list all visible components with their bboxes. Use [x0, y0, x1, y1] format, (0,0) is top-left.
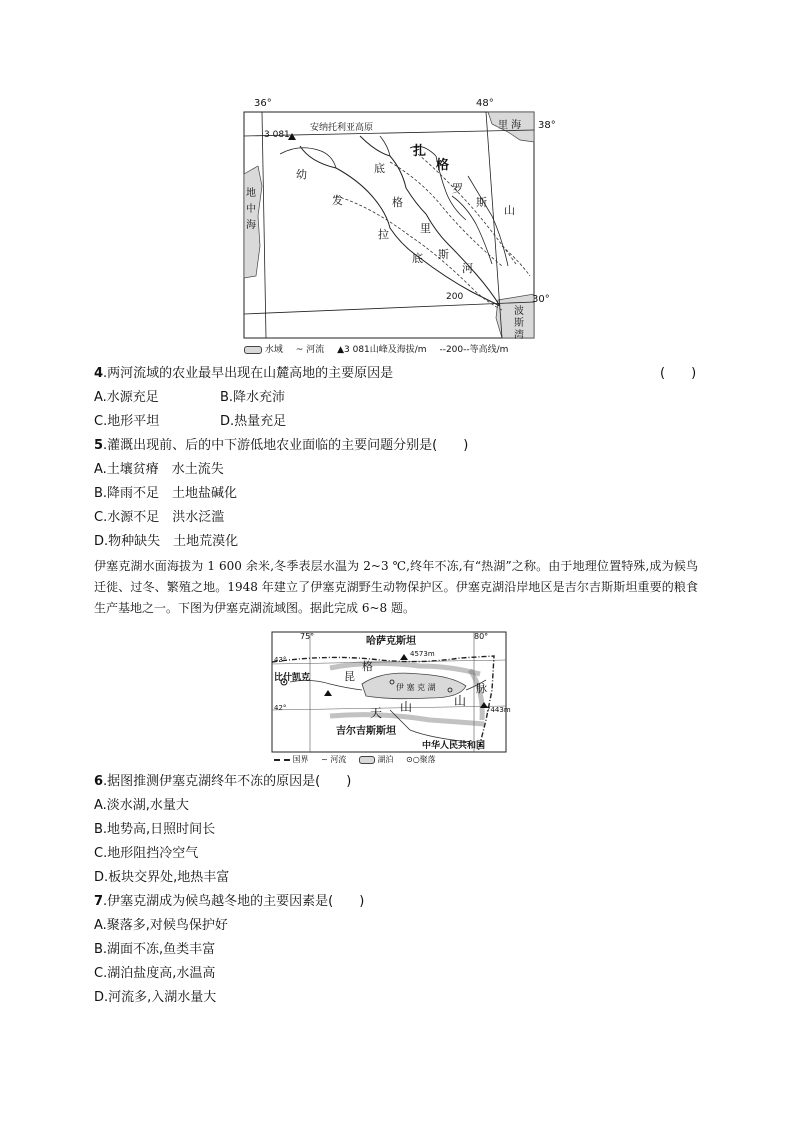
legend-water-label: 水域: [264, 345, 283, 355]
q5-option-a: A.土壤贫瘠 水土流失: [94, 462, 224, 477]
tigris-2: 格: [392, 196, 403, 209]
china-label: 中华人民共和国: [422, 741, 486, 751]
contour-label: 200: [446, 292, 464, 302]
question-6: [94, 774, 351, 790]
legend-river-icon: ~: [295, 345, 304, 355]
q4-option-d: D.热量充足: [220, 414, 287, 429]
zagros-5: 山: [504, 204, 515, 217]
question-4: [94, 366, 393, 382]
tianshan-2: 山: [400, 700, 413, 714]
peak-4573-label: 4573m: [410, 650, 435, 658]
gulf-label-2: 斯: [514, 318, 524, 329]
bishkek-label: 比什凯克: [274, 673, 311, 683]
lon-75: 75°: [300, 632, 315, 641]
q7-option-d: D.河流多,入湖水量大: [94, 990, 217, 1005]
anatolian-plateau-label: 安纳托利亚高原: [310, 123, 374, 133]
question-7: [94, 894, 364, 910]
zagros-1: 扎: [413, 144, 427, 159]
question-5: [94, 438, 468, 454]
kazakhstan-label: 哈萨克斯坦: [366, 636, 416, 647]
zagros-3: 罗: [452, 182, 463, 195]
question-5-stem: .灌溉出现前、后的中下游低地农业面临的主要问题分别是( ): [103, 438, 469, 453]
q5-option-c: C.水源不足 洪水泛滥: [94, 510, 225, 525]
q6-option-d: D.板块交界处,地热丰富: [94, 870, 230, 885]
lon-80: 80°: [474, 632, 489, 641]
map-mesopotamia: [240, 96, 560, 358]
zagros-4: 斯: [476, 196, 487, 209]
peak-7443-label: 7443m: [486, 706, 511, 714]
legend-river-label-2: 河流: [330, 755, 347, 764]
question-7-stem: .伊塞克湖成为候鸟越冬地的主要因素是( ): [103, 894, 365, 909]
tigris-4: 斯: [438, 248, 449, 261]
q4-option-a: A.水源充足: [94, 390, 159, 405]
range-label-1: 昆: [344, 670, 355, 683]
tianshan-3: 山: [454, 694, 467, 708]
q6-option-a: A.淡水湖,水量大: [94, 798, 189, 813]
tigris-1: 底: [374, 162, 385, 175]
legend-river-icon-2: ~: [321, 755, 328, 764]
lat-30: 30°: [532, 294, 550, 305]
euphrates-4: 底: [412, 252, 423, 265]
question-5-number: 5: [94, 438, 104, 453]
lake-label: 伊 塞 克 湖: [396, 683, 436, 692]
peak-label: 3 081: [264, 130, 290, 140]
mediterranean-label-1: 地: [246, 188, 256, 199]
lat-43: 43°: [274, 656, 287, 664]
map-issyk-kul: [270, 630, 510, 768]
q7-option-a: A.聚落多,对候鸟保护好: [94, 918, 228, 933]
q6-option-b: B.地势高,日照时间长: [94, 822, 216, 837]
legend-border-icon: [274, 759, 290, 761]
legend-peak-label: ▲3 081山峰及海拔/m: [337, 345, 427, 355]
legend-settlement-label: ⊙○聚落: [405, 755, 436, 764]
passage-issyk-kul: 伊塞克湖水面海拔为 1 600 余米,冬季表层水温为 2~3 ℃,终年不冻,有“热湖”之称。由于地理位置特殊,成为候鸟迁徙、过冬、繁殖之地。1948 年建立了伊塞克湖野生动物保护区。伊塞克湖沿岸地区是吉尔吉斯斯坦重要的粮食生产基地之一。下图为伊塞克湖流域图。据此完成 6~8 题。: [94, 559, 698, 615]
question-6-stem: .据图推测伊塞克湖终年不冻的原因是( ): [103, 774, 352, 789]
mediterranean-label-3: 海: [246, 220, 256, 231]
q7-option-b: B.湖面不冻,鱼类丰富: [94, 942, 216, 957]
lat-38: 38°: [538, 120, 556, 131]
tigris-3: 里: [420, 222, 431, 235]
map2-legend: [274, 754, 436, 765]
question-6-number: 6: [94, 774, 104, 789]
mai-label: 脉: [476, 682, 487, 695]
euphrates-2: 发: [332, 194, 343, 207]
q5-option-d: D.物种缺失 土地荒漠化: [94, 534, 239, 549]
lon-48: 48°: [476, 98, 494, 109]
q5-option-b: B.降雨不足 土地盐碱化: [94, 486, 238, 501]
question-4-stem: .两河流域的农业最早出现在山麓高地的主要原因是: [103, 366, 394, 381]
legend-lake-icon: [359, 756, 375, 764]
question-7-number: 7: [94, 894, 104, 909]
legend-lake-label: 湖泊: [377, 755, 394, 764]
range-label-2: 格: [362, 660, 373, 673]
gulf-label-1: 波: [514, 306, 524, 317]
question-4-number: 4: [94, 366, 104, 381]
q4-option-c: C.地形平坦: [94, 414, 160, 429]
mediterranean-label-2: 中: [246, 204, 256, 215]
legend-river-label: 河流: [306, 345, 325, 355]
lat-42: 42°: [274, 704, 287, 712]
euphrates-3: 拉: [378, 228, 389, 241]
map1-legend: [244, 342, 508, 355]
euphrates-1: 幼: [296, 168, 307, 181]
gulf-label-3: 湾: [514, 330, 524, 341]
tigris-5: 河: [462, 262, 473, 275]
q7-option-c: C.湖泊盐度高,水温高: [94, 966, 216, 981]
lon-36: 36°: [254, 98, 272, 109]
legend-contour-label: --200--等高线/m: [439, 345, 509, 355]
q6-option-c: C.地形阻挡冷空气: [94, 846, 199, 861]
kyrgyzstan-label: 吉尔吉斯斯坦: [336, 726, 396, 737]
question-4-bracket: ( ): [660, 366, 697, 381]
legend-water-icon: [244, 346, 262, 354]
legend-border-label: 国界: [292, 755, 309, 764]
tianshan-1: 天: [370, 706, 383, 720]
q4-option-b: B.降水充沛: [220, 390, 286, 405]
caspian-sea-label: 里 海: [498, 120, 522, 131]
zagros-2: 格: [436, 158, 450, 173]
